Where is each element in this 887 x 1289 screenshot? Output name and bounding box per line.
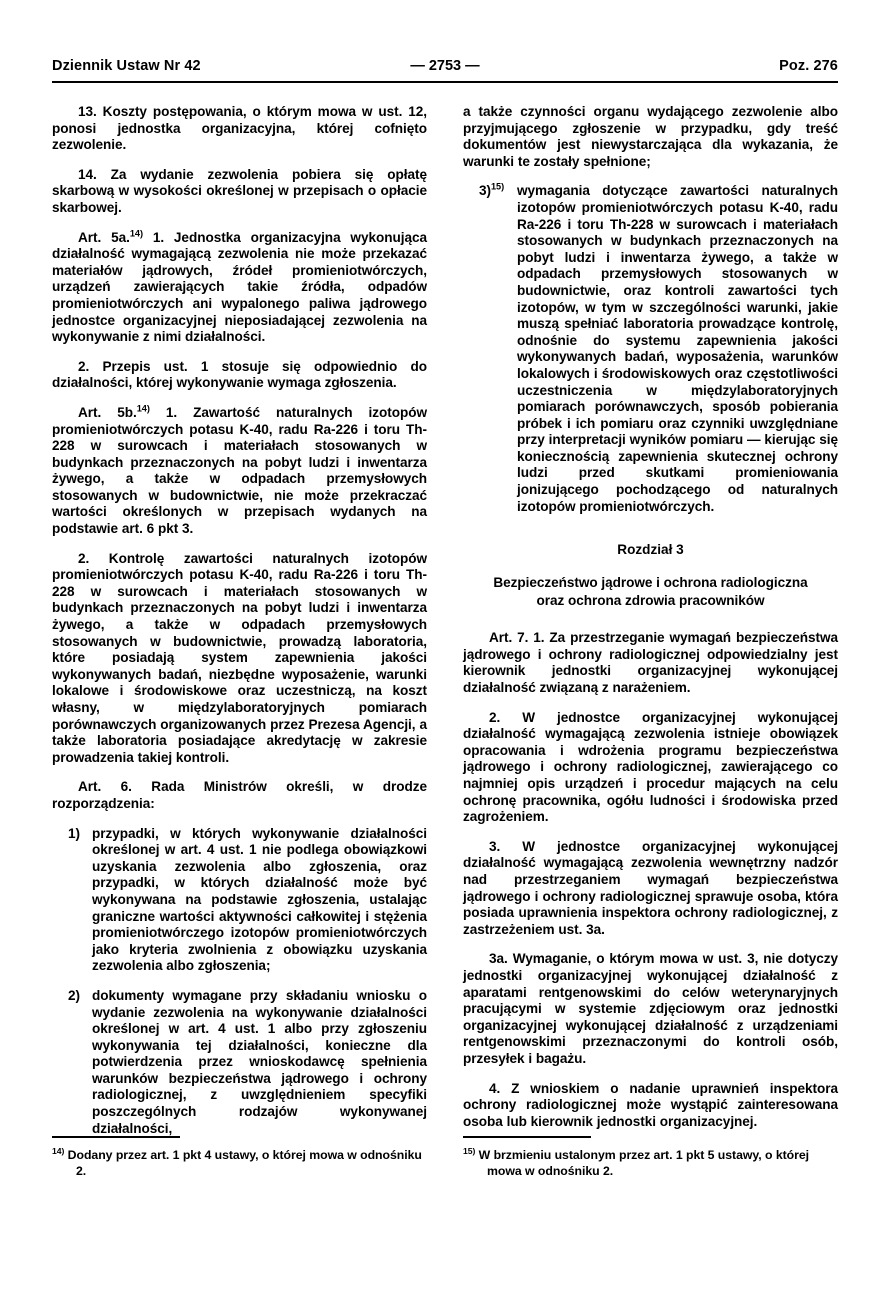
chapter-title-line-2: oraz ochrona zdrowia pracowników bbox=[536, 593, 765, 609]
article-7-paragraph-2: 2. W jednostce organizacyjnej wykonującej działalność wymagającą zezwolenia istnieje obowiązek opracowania i wdrożenia programu bezpieczeństwa jądrowego i ochrony radiologicznej, zawierającego co najmniej opis urządzeń i procedur mających na celu ochronę pracownika, ogółu ludności i środowiska przed zagrożeniem. bbox=[463, 709, 838, 825]
article-5b bbox=[52, 405, 427, 538]
chapter-title bbox=[463, 574, 838, 610]
page-header bbox=[52, 58, 838, 86]
list-item bbox=[52, 826, 427, 975]
footnote-14-text: Dodany przez art. 1 pkt 4 ustawy, o której mowa w odnośniku 2. bbox=[67, 1148, 422, 1178]
article-5a-label: Art. 5a. bbox=[78, 229, 130, 245]
footnote-15 bbox=[463, 1145, 838, 1179]
article-5a-footnote-ref: 14) bbox=[129, 228, 143, 239]
article-5b-footnote-ref: 14) bbox=[136, 403, 150, 414]
article-7-paragraph-3: 3. W jednostce organizacyjnej wykonującej działalność wymagającą zezwolenia wewnętrzny nadzór nad przestrzeganiem wymagań bezpieczeństwa jądrowego i ochrony radiologicznej sprawuje osoba, która posiada uprawnienia inspektora ochrony radiologicznej, z zastrzeżeniem ust. 3a. bbox=[463, 838, 838, 937]
header-position-number: Poz. 276 bbox=[779, 58, 838, 74]
list-item-text: przypadki, w których wykonywanie działalności określonej w art. 4 ust. 1 nie podlega obowiązkowi uzyskania zezwolenia albo zgłoszenia, oraz przypadki, w których działalność może być wykonywana na podstawie zgłoszenia, ustalając graniczne wartości aktywności całkowitej i stężenia promieniotwórczego izotopów promieniotwórczych jako kryteria zwolnienia z obowiązku uzyskania zezwolenia albo zgłoszenia; bbox=[92, 825, 427, 974]
paragraph-14-text: Za wydanie zezwolenia pobiera się opłatę skarbową w wysokości określonej w przepisach o opłacie skarbowej. bbox=[52, 166, 428, 215]
article-5b-label: Art. 5b. bbox=[78, 404, 137, 420]
paragraph-13 bbox=[52, 104, 427, 154]
footnotes-area bbox=[52, 1136, 838, 1179]
header-page-number: — 2753 — bbox=[410, 58, 480, 74]
footnote-15-marker: 15) bbox=[463, 1145, 476, 1156]
footnote-right bbox=[463, 1136, 838, 1179]
article-5a-text: 1. Jednostka organizacyjna wykonująca działalność wymagającą zezwolenia nie może przekazać materiałów jądrowych, źródeł promieniotwórczych, urządzeń zawierających takie źródła, odpadów promieniotwórczych ani wypalonego paliwa jądrowego jednostce organizacyjnej nieposiadającej zezwolenia na wykonywanie z nimi działalności. bbox=[52, 229, 427, 345]
list-item-marker-number: 3) bbox=[479, 183, 491, 199]
footnote-14 bbox=[52, 1145, 427, 1179]
footnote-14-marker: 14) bbox=[52, 1145, 65, 1156]
article-5b-paragraph-2: 2. Kontrolę zawartości naturalnych izotopów promieniotwórczych potasu K-40, radu Ra-226 i toru Th-228 w surowcach i materiałach stosowanych w budynkach przeznaczonych na pobyt ludzi i inwentarza żywego, a także w odpadach przemysłowych stosowanych w budownictwie, prowadzą laboratoria, które posiadają system zapewnienia jakości wykonywanych badań, niezbędne wyposażenie, warunki lokalowe i środowiskowe oraz uczestniczą, na koszt własny, w międzylaboratoryjnych pomiarach porównawczych organizowanych przez Prezesa Agencji, a także laboratoria posiadające akredytację w zakresie prowadzenia takiej kontroli. bbox=[52, 550, 427, 765]
paragraph-13-number: 13. bbox=[78, 104, 97, 119]
list-item-marker: 1) bbox=[68, 825, 80, 841]
list-item bbox=[463, 183, 838, 515]
article-5a bbox=[52, 230, 427, 346]
article-6 bbox=[52, 779, 427, 812]
list-item-marker: 2) bbox=[68, 987, 80, 1003]
paragraph-13-text: Koszty postępowania, o którym mowa w ust. 12, ponosi jednostka organizacyjna, której cofnięto zezwolenie. bbox=[52, 104, 427, 153]
article-7-paragraph-4: 4. Z wnioskiem o nadanie uprawnień inspektora ochrony radiologicznej może wystąpić zainteresowana osoba lub kierownik jednostki organizacyjnej. bbox=[463, 1080, 838, 1129]
left-column bbox=[52, 104, 427, 1150]
article-6-label: Art. 6. bbox=[78, 779, 132, 795]
list-item-text: wymagania dotyczące zawartości naturalnych izotopów promieniotwórczych potasu K-40, radu Ra-226 i toru Th-228 w surowcach i materiałach stosowanych w budynkach przeznaczonych na pobyt ludzi i inwentarza żywego, a także w odpadach przemysłowych stosowanych w budownictwie, oraz kontroli zawartości tych izotopów, w tym w szczególności warunki, jakie muszą spełniać laboratoria prowadzące kontrolę, odnośnie do systemu zapewnienia jakości wykonywanych badań, wyposażenia, warunków lokalowych i środowiskowych oraz częstotliwości uczestniczenia w międzylaboratoryjnych pomiarach porównawczych, sposób pobierania próbek i ich pomiaru oraz czynniki uwzględniane przy interpretacji wyników pomiaru — kierując się koniecznością zapewnienia skutecznej ochrony ludzi przed skutkami promieniowania jonizującego pochodzącego od naturalnych izotopów promieniotwórczych. bbox=[517, 183, 838, 514]
chapter-number: Rozdział 3 bbox=[617, 542, 684, 558]
list-item-marker bbox=[479, 183, 504, 200]
paragraph-14 bbox=[52, 167, 427, 217]
footnote-left bbox=[52, 1136, 427, 1179]
list-item-text: dokumenty wymagane przy składaniu wniosku o wydanie zezwolenia na wykonywanie działalności określonej w art. 4 ust. 1 albo przy zgłoszeniu wykonywania tej działalności, konieczne dla potwierdzenia przez wnioskodawcę spełnienia warunków bezpieczeństwa jądrowego i ochrony radiologicznej, z uwzględnieniem specyfiki poszczególnych rodzajów wykonywanej działalności, bbox=[92, 987, 427, 1136]
header-journal-title: Dziennik Ustaw Nr 42 bbox=[52, 58, 201, 74]
list-item bbox=[52, 988, 427, 1137]
article-7 bbox=[463, 630, 838, 696]
article-5a-paragraph-2: 2. Przepis ust. 1 stosuje się odpowiednio do działalności, której wykonywanie wymaga zgłoszenia. bbox=[52, 358, 427, 391]
article-7-paragraph-3a: 3a. Wymaganie, o którym mowa w ust. 3, nie dotyczy jednostki organizacyjnej wykonującej działalność z aparatami rentgenowskimi do celów weterynaryjnych pracującymi w systemie zdjęciowym oraz jednostki organizacyjnej wykonującej działalność z urządzeniami rentgenowskimi przeznaczonymi do kontroli osób, przesyłek i bagażu. bbox=[463, 951, 838, 1066]
footnote-divider bbox=[52, 1136, 180, 1138]
continued-paragraph: a także czynności organu wydającego zezwolenie albo przyjmującego zgłoszenie w przypadku, gdy treść dokumentów jest niewystarczająca dla wykazania, że warunki te zostały spełnione; bbox=[463, 104, 838, 169]
paragraph-14-number: 14. bbox=[78, 166, 97, 182]
chapter-title-line-1: Bezpieczeństwo jądrowe i ochrona radiologiczna bbox=[493, 575, 808, 591]
footnote-divider bbox=[463, 1136, 591, 1138]
article-7-label: Art. 7. bbox=[489, 630, 529, 646]
two-column-body bbox=[52, 104, 838, 1150]
list-item-footnote-ref: 15) bbox=[491, 181, 505, 192]
article-7-text: 1. Za przestrzeganie wymagań bezpieczeństwa jądrowego i ochrony radiologicznej odpowiedzialny jest kierownik jednostki organizacyjnej wykonującej działalność związaną z narażeniem. bbox=[463, 630, 838, 696]
footnote-15-text: W brzmieniu ustalonym przez art. 1 pkt 5 ustawy, o której mowa w odnośniku 2. bbox=[478, 1148, 810, 1178]
article-6-text: Rada Ministrów określi, w drodze rozporządzenia: bbox=[52, 779, 427, 811]
header-divider bbox=[52, 81, 838, 83]
article-5b-text: 1. Zawartość naturalnych izotopów promieniotwórczych potasu K-40, radu Ra-226 i toru Th-228 w surowcach i materiałach stosowanych w budynkach przeznaczonych na pobyt ludzi i inwentarza żywego, a także w odpadach przemysłowych stosowanych w budownictwie, nie może przekraczać wartości określonych w przepisach wydanych na podstawie art. 6 pkt 3. bbox=[52, 404, 428, 537]
right-column bbox=[463, 104, 838, 1150]
